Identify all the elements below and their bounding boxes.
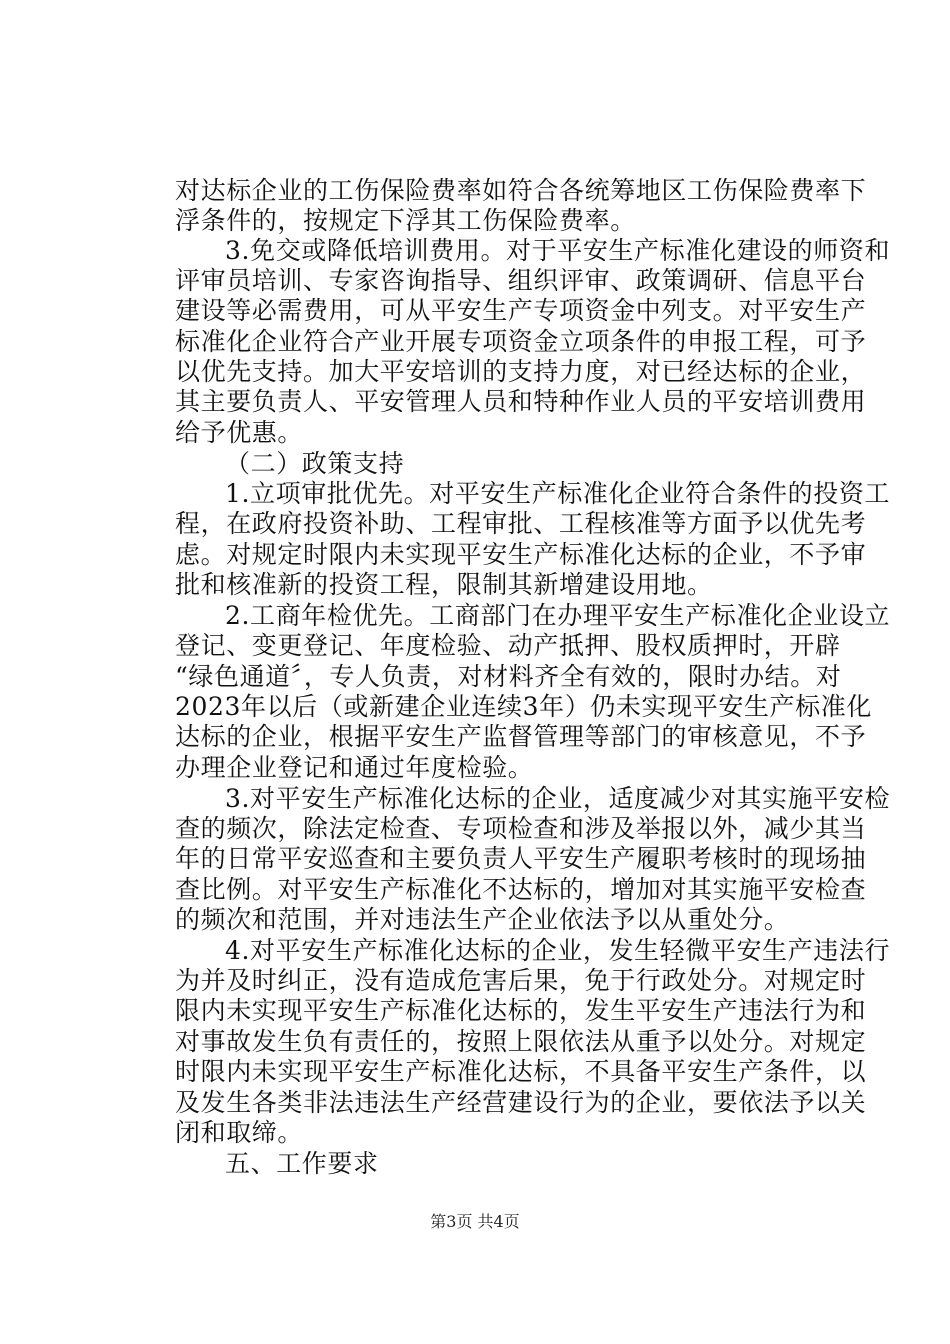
text-line	[175, 479, 890, 509]
text-line: 批和核准新的投资工程，限制其新增建设用地。	[175, 570, 713, 599]
text-line: “绿色通道〞，专人负责，对材料齐全有效的，限时办结。对	[175, 662, 842, 691]
text-line: 给予优惠。	[175, 418, 304, 447]
text-line: 闭和取缔。	[175, 1118, 304, 1147]
text-line: 达标的企业，根据平安生产监督管理等部门的审核意见，不予	[175, 722, 867, 751]
text-line: 程，在政府投资补助、工程审批、工程核准等方面予以优先考	[175, 509, 867, 538]
text-line: 办理企业登记和通过年度检验。	[175, 753, 534, 782]
text-line: 查的频次，除法定检查、专项检查和涉及举报以外，减少其当	[175, 814, 867, 843]
text-line	[175, 236, 890, 266]
text-line: 查比例。对平安生产标准化不达标的，增加对其实施平安检查	[175, 875, 867, 904]
text-line-content: 3.免交或降低培训费用。对于平安生产标准化建设的师资和	[225, 236, 891, 265]
text-line: 浮条件的，按规定下浮其工伤保险费率。	[175, 206, 636, 235]
text-line	[175, 936, 890, 966]
text-line: 对事故发生负有责任的，按照上限依法从重予以处分。对规定	[175, 1027, 867, 1056]
text-line: 对达标企业的工伤保险费率如符合各统筹地区工伤保险费率下	[175, 176, 867, 205]
section-heading	[175, 449, 404, 479]
text-line: 建设等必需费用，可从平安生产专项资金中列支。对平安生产	[175, 296, 867, 325]
text-line-content: 4.对平安生产标准化达标的企业，发生轻微平安生产违法行	[225, 936, 891, 965]
section-heading-text: 五、工作要求	[225, 1149, 379, 1178]
page-footer: 第3页 共4页	[430, 1212, 520, 1231]
text-line: 标准化企业符合产业开展专项资金立项条件的申报工程，可予	[175, 327, 867, 356]
text-line	[175, 784, 890, 814]
text-line: 评审员培训、专家咨询指导、组织评审、政策调研、信息平台	[175, 266, 867, 295]
text-line: 的频次和范围，并对违法生产企业依法予以从重处分。	[175, 905, 790, 934]
text-line: 年的日常平安巡查和主要负责人平安生产履职考核时的现场抽	[175, 844, 867, 873]
text-line: 时限内未实现平安生产标准化达标，不具备平安生产条件，以	[175, 1057, 867, 1086]
text-line: 虑。对规定时限内未实现平安生产标准化达标的企业，不予审	[175, 540, 867, 569]
section-heading	[175, 1149, 379, 1179]
text-line: 及发生各类非法违法生产经营建设行为的企业，要依法予以关	[175, 1088, 867, 1117]
text-line-content: 3.对平安生产标准化达标的企业，适度减少对其实施平安检	[225, 784, 891, 813]
text-line: 以优先支持。加大平安培训的支持力度，对已经达标的企业，	[175, 357, 867, 386]
text-line	[175, 601, 890, 631]
text-line-content: 1.立项审批优先。对平安生产标准化企业符合条件的投资工	[225, 479, 891, 508]
text-line: 限内未实现平安生产标准化达标的，发生平安生产违法行为和	[175, 996, 867, 1025]
text-line-content: 2.工商年检优先。工商部门在办理平安生产标准化企业设立	[225, 601, 891, 630]
text-line: 2023年以后（或新建企业连续3年）仍未实现平安生产标准化	[175, 692, 872, 721]
text-line: 其主要负责人、平安管理人员和特种作业人员的平安培训费用	[175, 387, 867, 416]
text-line: 为并及时纠正，没有造成危害后果，免于行政处分。对规定时	[175, 966, 867, 995]
text-line: 登记、变更登记、年度检验、动产抵押、股权质押时，开辟	[175, 631, 841, 660]
section-heading-text: （二）政策支持	[225, 449, 405, 478]
